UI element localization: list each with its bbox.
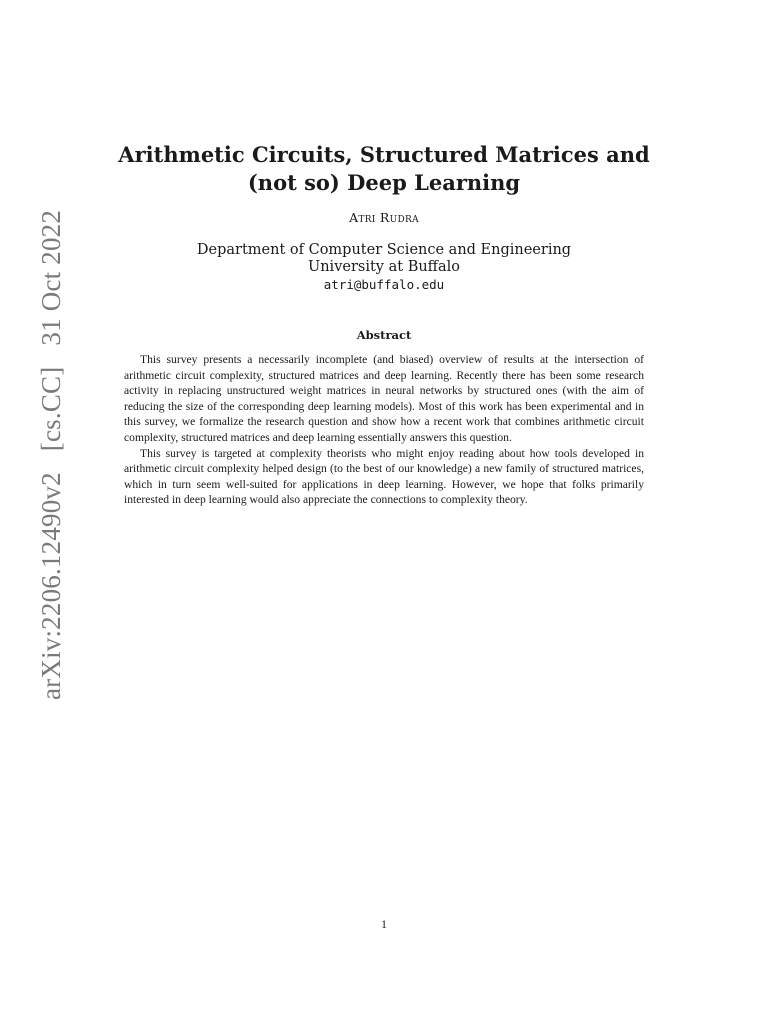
author-name: Atri Rudra xyxy=(349,210,419,225)
abstract-paragraph: This survey presents a necessarily incomplete (and biased) overview of results at the intersection of arithmetic circuit complexity, structured matrices and deep learning. Recently there has been some research activity in replacing unstructured weight matrices in neural networks by structured ones (with the aim of reducing the size of the corresponding deep learning models). Most of this work has been experimental and in this survey, we formalize the research question and show how a recent work that combines arithmetic circuit complexity, structured matrices and deep learning essentially answers this question. xyxy=(124,353,644,444)
author-email: atri@buffalo.edu xyxy=(323,277,445,292)
arxiv-category: [cs.CC] xyxy=(36,366,66,452)
page-number: 1 xyxy=(381,917,387,931)
abstract-body xyxy=(124,352,644,508)
arxiv-date: 31 Oct 2022 xyxy=(36,209,66,346)
affiliation-university: University at Buffalo xyxy=(308,259,460,275)
affiliation-department: Department of Computer Science and Engineering xyxy=(196,242,572,258)
arxiv-id: arXiv:2206.12490v2 xyxy=(36,472,66,700)
abstract-heading: Abstract xyxy=(356,328,412,342)
affiliation xyxy=(0,242,768,276)
abstract-paragraph: This survey is targeted at complexity theorists who might enjoy reading about how tools developed in arithmetic circuit complexity helped design (to the best of our knowledge) a new family of structured matrices, which in turn seem well-suited for applications in deep learning. However, we hope that folks primarily interested in deep learning would also appreciate the connections to complexity theory. xyxy=(124,446,644,507)
paper-title: Arithmetic Circuits, Structured Matrices and (not so) Deep Learning xyxy=(118,142,650,195)
